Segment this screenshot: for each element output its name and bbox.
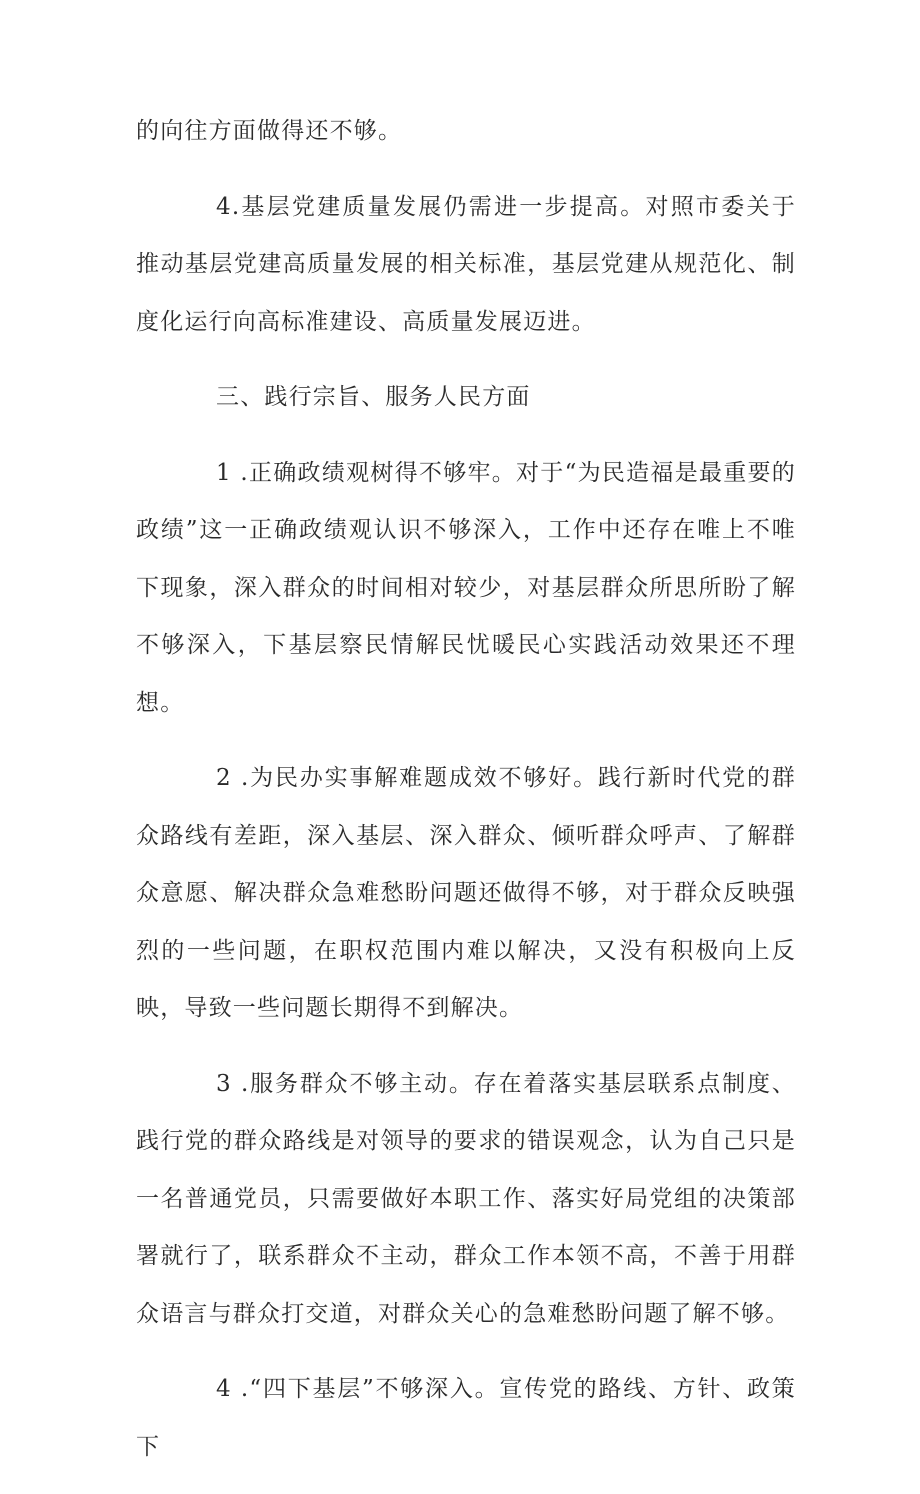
paragraph-item-2-practical-matters: 2 .为民办实事解难题成效不够好。践行新时代党的群众路线有差距，深入基层、深入群众、倾听群众呼声、了解群众意愿、解决群众急难愁盼问题还做得不够，对于群众反映强烈的一些问题，在职权范围内难以解决，又没有积极向上反映，导致一些问题长期得不到解决。	[136, 765, 796, 1021]
document-body	[136, 103, 796, 1494]
paragraph-item-1-performance-view: 1 .正确政绩观树得不够牢。对于“为民造福是最重要的政绩”这一正确政绩观认识不够深入，工作中还存在唯上不唯下现象，深入群众的时间相对较少，对基层群众所思所盼了解不够深入，下基层察民情解民忧暖民心实践活动效果还不理想。	[136, 459, 796, 716]
paragraph-continuation: 的向往方面做得还不够。	[136, 118, 403, 144]
paragraph-item-3-serve-masses: 3 .服务群众不够主动。存在着落实基层联系点制度、践行党的群众路线是对领导的要求的错误观念，认为自己只是一名普通党员，只需要做好本职工作、落实好局党组的决策部署就行了，联系群众不主动，群众工作本领不高，不善于用群众语言与群众打交道，对群众关心的急难愁盼问题了解不够。	[136, 1070, 796, 1327]
section-heading-serve-people: 三、践行宗旨、服务人民方面	[216, 384, 531, 410]
paragraph-item-4-four-down: 4 .“四下基层”不够深入。宣传党的路线、方针、政策下	[136, 1376, 796, 1460]
paragraph-item-4-party-building: 4.基层党建质量发展仍需进一步提高。对照市委关于推动基层党建高质量发展的相关标准，基层党建从规范化、制度化运行向高标准建设、高质量发展迈进。	[136, 193, 796, 335]
